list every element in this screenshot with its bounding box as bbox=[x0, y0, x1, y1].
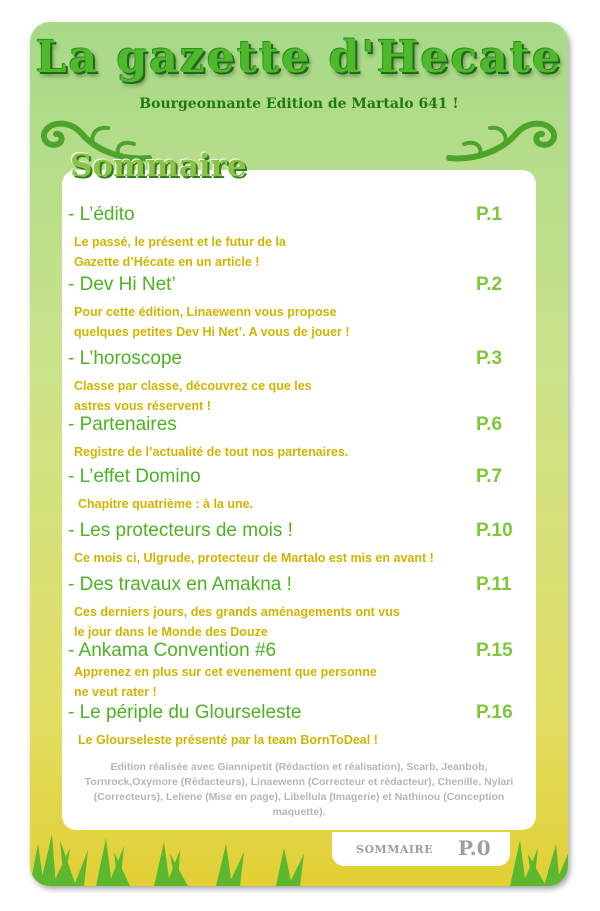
toc-entry[interactable] bbox=[68, 466, 528, 514]
toc-entry[interactable] bbox=[68, 274, 528, 342]
toc-entry[interactable] bbox=[68, 574, 528, 642]
toc-entry-description: Apprenez en plus sur cet evenement que personne bbox=[74, 665, 377, 679]
toc-entry-title[interactable]: - L’édito bbox=[68, 204, 135, 225]
edition-credits: Edition réalisée avec Giannipetit (Rédaction et réalisation), Scarb, Jeanbob, Tornrock,Oxymore (Rédacteurs), Linaewenn (Correcteur et rédacteur), Chenille, Nylari (Correcteurs), Leliene (Mise en page), Libellula (Imagerie) et Nathinou (Conception maquette). bbox=[84, 761, 514, 818]
toc-entry[interactable] bbox=[68, 520, 528, 568]
toc-entry-title[interactable]: - Partenaires bbox=[68, 414, 177, 435]
toc-entry[interactable] bbox=[68, 702, 528, 750]
toc-entry-description: quelques petites Dev Hi Net’. A vous de jouer ! bbox=[74, 325, 350, 339]
toc-entry-page: P.10 bbox=[476, 520, 513, 541]
toc-entry-description: Registre de l’actualité de tout nos partenaires. bbox=[74, 445, 349, 459]
toc-entry-title[interactable]: - Le périple du Glourseleste bbox=[68, 702, 302, 723]
toc-entry-title[interactable]: - Ankama Convention #6 bbox=[68, 640, 277, 661]
toc-entry-description: Pour cette édition, Linaewenn vous propose bbox=[74, 305, 337, 319]
toc-entry-page: P.2 bbox=[476, 274, 503, 295]
toc-entry-title[interactable]: - Dev Hi Net’ bbox=[68, 274, 176, 295]
footer-section-label: SOMMAIRE bbox=[356, 843, 434, 856]
toc-entry-description: astres vous réservent ! bbox=[74, 399, 211, 413]
toc-entry-title[interactable]: - Des travaux en Amakna ! bbox=[68, 574, 292, 595]
magazine-page bbox=[30, 22, 568, 886]
section-title: Sommaire bbox=[70, 148, 247, 184]
toc-entry-description: Le Glourseleste présenté par la team BornToDeal ! bbox=[78, 733, 378, 747]
toc-entry-description: le jour dans le Monde des Douze bbox=[74, 625, 268, 639]
toc-entry[interactable] bbox=[68, 204, 528, 272]
toc-entry-title[interactable]: - L’horoscope bbox=[68, 348, 183, 369]
toc-entry[interactable] bbox=[68, 348, 528, 416]
toc-entry-page: P.1 bbox=[476, 204, 503, 225]
toc-entry-description: Classe par classe, découvrez ce que les bbox=[74, 379, 312, 393]
toc-entry-page: P.6 bbox=[476, 414, 503, 435]
toc-entry-description: Gazette d’Hécate en un article ! bbox=[74, 255, 260, 269]
toc-entry-title[interactable]: - Les protecteurs de mois ! bbox=[68, 520, 293, 541]
edition-tagline: Bourgeonnante Edition de Martalo 641 ! bbox=[139, 96, 459, 112]
toc-entry-title[interactable]: - L’effet Domino bbox=[68, 466, 201, 487]
toc-entry[interactable] bbox=[68, 640, 528, 702]
footer-page-number: P.0 bbox=[458, 836, 491, 860]
toc-entry-description: Le passé, le présent et le futur de la bbox=[74, 235, 286, 249]
masthead-title: La gazette d'Hecate bbox=[35, 32, 563, 83]
toc-entry-description: ne veut rater ! bbox=[74, 685, 157, 699]
toc-entry-page: P.7 bbox=[476, 466, 503, 487]
toc-entry-page: P.11 bbox=[476, 574, 512, 595]
toc-entry-description: Chapitre quatrième : à la une. bbox=[78, 497, 254, 511]
swirl-ornament-icon bbox=[444, 106, 564, 168]
toc-entry-description: Ce mois ci, Ulgrude, protecteur de Martalo est mis en avant ! bbox=[74, 551, 434, 565]
toc-entry-page: P.15 bbox=[476, 640, 513, 661]
toc-entry-page: P.16 bbox=[476, 702, 513, 723]
toc-entry-page: P.3 bbox=[476, 348, 503, 369]
footer-tab bbox=[332, 832, 510, 866]
toc-entry-description: Ces derniers jours, des grands aménagements ont vus bbox=[74, 605, 400, 619]
toc-entry[interactable] bbox=[68, 414, 528, 462]
